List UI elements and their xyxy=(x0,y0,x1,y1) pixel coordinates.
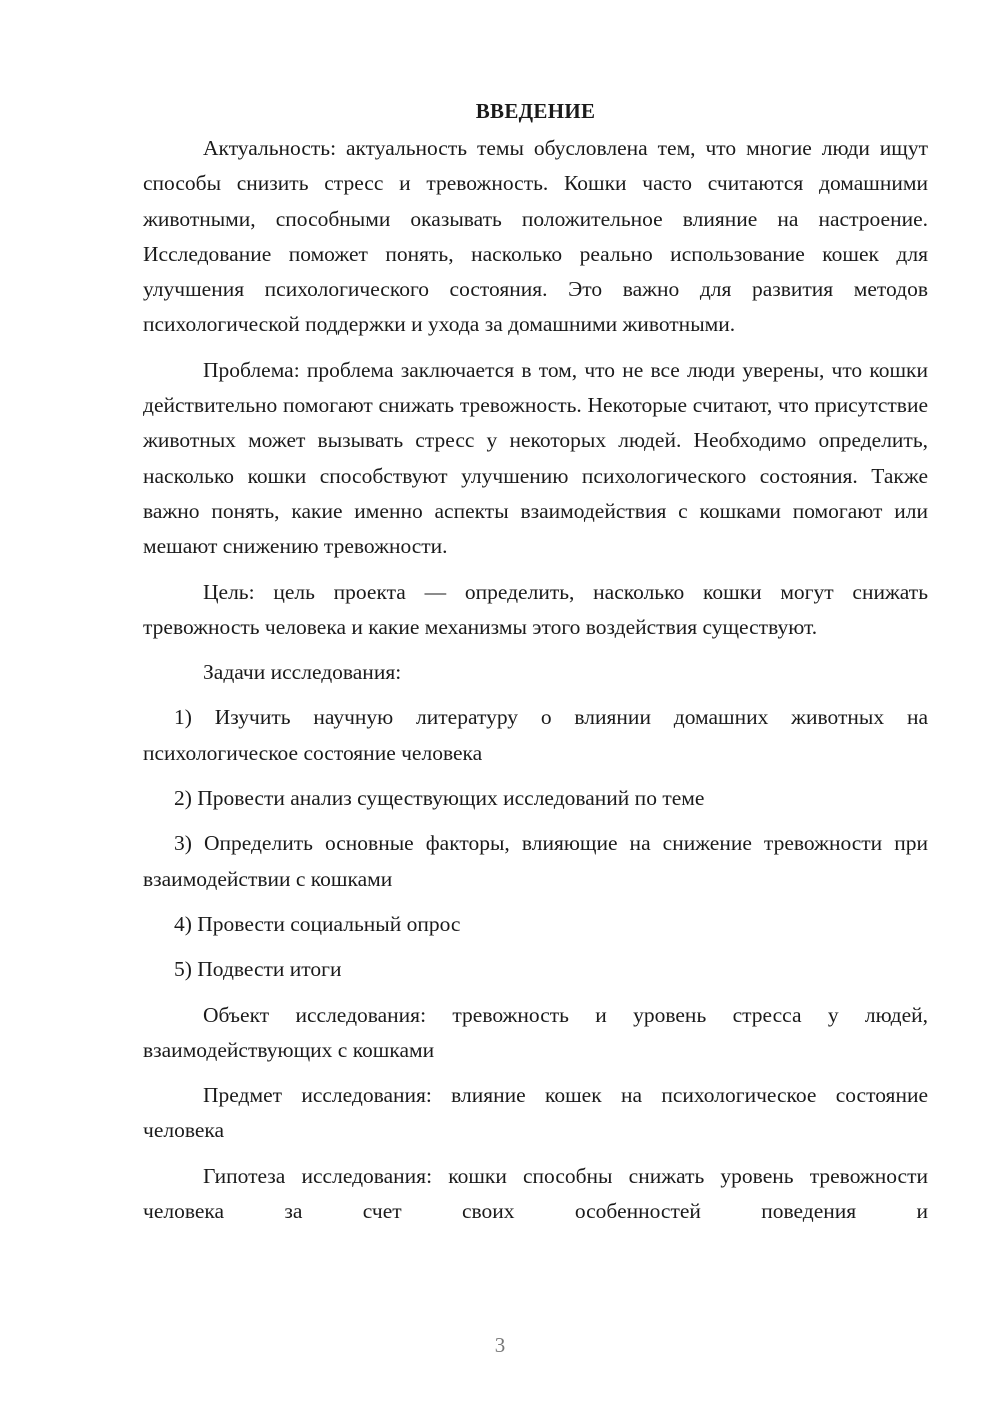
section-heading: ВВЕДЕНИЕ xyxy=(475,99,596,123)
task-item: 3) Определить основные факторы, влияющие на снижение тревожности при взаимодействии с кошками xyxy=(143,831,928,891)
tasks-title: Задачи исследования: xyxy=(203,660,402,685)
object-paragraph: Объект исследования: тревожность и уровень стресса у людей, взаимодействующих с кошками xyxy=(143,1002,928,1062)
subject-paragraph: Предмет исследования: влияние кошек на психологическое состояние человека xyxy=(143,1083,928,1143)
goal-paragraph: Цель: цель проекта — определить, насколько кошки могут снижать тревожность человека и какие механизмы этого воздействия существуют. xyxy=(143,579,928,639)
task-item: 1) Изучить научную литературу о влиянии домашних животных на психологическое состояние человека xyxy=(143,705,928,765)
task-item: 4) Провести социальный опрос xyxy=(174,911,461,936)
task-item: 2) Провести анализ существующих исследований по теме xyxy=(174,786,705,811)
page-number: 3 xyxy=(494,1333,506,1357)
task-item: 5) Подвести итоги xyxy=(174,957,342,982)
document-page xyxy=(143,96,928,1229)
hypothesis-paragraph: Гипотеза исследования: кошки способны снижать уровень тревожности человека за счет своих особенностей поведения и xyxy=(143,1163,928,1224)
relevance-paragraph: Актуальность: актуальность темы обусловлена тем, что многие люди ищут способы снизить стресс и тревожность. Кошки часто считаются домашними животными, способными оказывать положительное влияние на настроение. Исследование поможет понять, насколько реально использование кошек для улучшения психологического состояния. Это важно для развития методов психологической поддержки и ухода за домашними животными. xyxy=(143,136,928,337)
problem-paragraph: Проблема: проблема заключается в том, что не все люди уверены, что кошки действительно помогают снижать тревожность. Некоторые считают, что присутствие животных может вызывать стресс у некоторых людей. Необходимо определить, насколько кошки способствуют улучшению психологического состояния. Также важно понять, какие именно аспекты взаимодействия с кошками помогают или мешают снижению тревожности. xyxy=(143,357,928,559)
